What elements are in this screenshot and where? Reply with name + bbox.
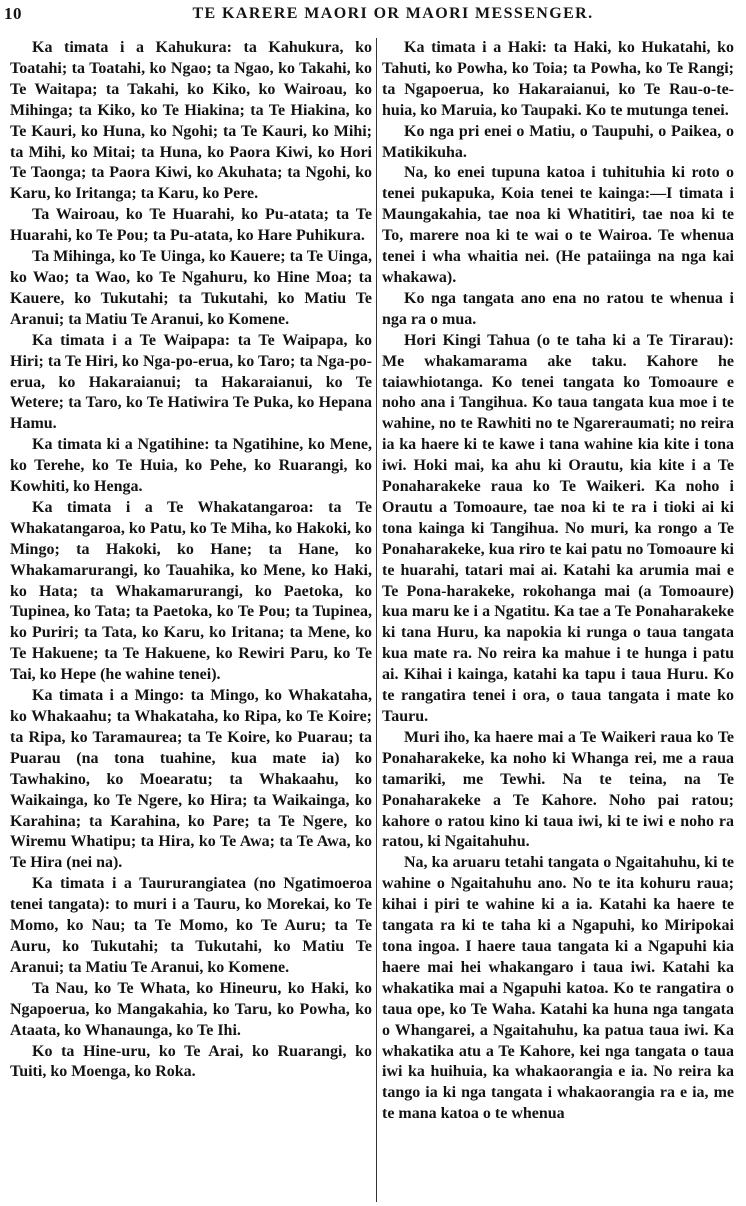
paragraph: Ta Nau, ko Te Whata, ko Hineuru, ko Haki, ko Ngapoerua, ko Mangakahia, ko Taru, ko Powha, ko Ataata, ko Whanaunga, ko Te Ihi.: [10, 979, 372, 1039]
paragraph: Ka timata i a Kahukura: ta Kahukura, ko Toatahi; ta Toatahi, ko Ngao; ta Ngao, ko Takahi, ko Te Waitapa; ta Takahi, ko Kiko, ko Wairoau, ko Mihinga; ta Kiko, ko Te Hiakina; ta Te Hiakina, ko Te Kauri, ko Huna, ko Ngohi; ta Te Kauri, ko Mihi; ta Mihi, ko Mitai; ta Huna, ko Paora Kiwi, ko Hori Te Taonga; ta Paora Kiwi, ko Akuhata; ta Ngohi, ko Karu, ko Iritanga; ta Karu, ko Pere.: [10, 39, 372, 203]
paragraph: Ko nga pri enei o Matiu, o Taupuhi, o Paikea, o Matikikuha.: [382, 122, 734, 161]
paragraph: Ka timata i a Taururangiatea (no Ngatimoeroa tenei tangata): to muri i a Tauru, ko Morekai, ko Te Momo, ko Nau; ta Te Momo, ko Te Auru; ta Te Auru, ko Tukutahi; ta Tukutahi, ko Matiu Te Aranui; ta Matiu Te Aranui, ko Komene.: [10, 875, 372, 976]
paragraph: Ka timata i a Te Waipapa: ta Te Waipapa, ko Hiri; ta Te Hiri, ko Nga-po-erua, ko Taro; ta Nga-po-erua, ko Hakaraianui; ta Hakaraianui, ko Te Wetere; ta Taro, ko Te Hatiwira Te Puka, ko Hepana Hamu.: [10, 331, 372, 433]
page-number: 10: [4, 4, 22, 23]
paragraph: Na, ko enei tupuna katoa i tuhituhia ki roto o tenei pukapuka, Koia tenei te kainga:—I timata i Maungakahia, tae noa ki Whatitiri, tae noa ki te To, marere noa ki te wai o te Wairoa. Te whenua tenei i wha whaitia nei. (He pataiinga na nga kai whakawa).: [382, 164, 734, 286]
paragraph: Ta Wairoau, ko Te Huarahi, ko Pu-atata; ta Te Huarahi, ko Te Pou; ta Pu-atata, ko Hare Puhikura.: [10, 206, 372, 245]
paragraph: Ka timata ki a Ngatihine: ta Ngatihine, ko Mene, ko Terehe, ko Te Huia, ko Pehe, ko Ruarangi, ko Kowhiti, ko Henga.: [10, 436, 372, 496]
paragraph: Hori Kingi Tahua (o te taha ki a Te Tirarau): Me whakamarama ake taku. Kahore he taiawhiotanga. Ko tenei tangata ko Tomoaure e noho ana i Tangihua. Ko taua tangata kua moe i te wahine, no te Rawhiti no te Ngareraumati; no reira ia ka haere ki te kawe i tana wahine kia kite i tona iwi. Hoki mai, ka ahu ki Orautu, kia kite i a Te Ponaharakeke raua ko Te Waikeri. Ka noho i Orautu a Tomoaure, tae noa ki te ra i tioki ai ki tona kainga ki Tangihua. No muri, ka rongo a Te Ponaharakeke, kua riro te kai patu no Tomoaure ki te huarahi, tatari mai ai. Katahi ka arumia mai e Te Pona-harakeke, rokohanga mai (a Tomoaure) kua maru ke i a Ngatitu. Ka tae a Te Ponaharakeke ki tana Huru, ka napokia ki runga o taua tangata kua mate ra. No reira ka mahue i te hunga i patu ai. Kihai i kainga, katahi ka tapu i taua Huru. Ko te rangatira tenei i ora, o taua tangata i mate ko Tauru.: [382, 331, 734, 725]
paragraph: Ka timata i a Mingo: ta Mingo, ko Whakataha, ko Whakaahu; ta Whakataha, ko Ripa, ko Te Koire; ta Ripa, ko Taramaurea; ta Te Koire, ko Puarau; ta Puarau (na tona tuahine, kua mate ia) ko Tawhakino, ko Moearatu; ta Whakaahu, ko Waikainga, ko Te Ngere, ko Hira; ta Waikainga, ko Karahina; ta Karahina, ko Pare; ta Te Ngere, ko Wiremu Whatipu; ta Hira, ko Te Awa; ta Te Awa, ko Te Hira (nei na).: [10, 687, 372, 872]
paragraph: Ko ta Hine-uru, ko Te Arai, ko Ruarangi, ko Tuiti, ko Moenga, ko Roka.: [10, 1042, 372, 1081]
paragraph: Ko nga tangata ano ena no ratou te whenua i nga ra o mua.: [382, 289, 734, 328]
paragraph: Muri iho, ka haere mai a Te Waikeri raua ko Te Ponaharakeke, ka noho ki Whanga rei, me a raua tamariki, me Tewhi. Na te teina, na Te Ponaharakeke a Te Kahore. Noho pai ratou; kahore o ratou kino ki taua iwi, ki te iwi e noho ra ratou, ki Ngaitahuhu.: [382, 728, 734, 851]
column-divider: [376, 38, 377, 1202]
paragraph: Ka timata i a Haki: ta Haki, ko Hukatahi, ko Tahuti, ko Powha, ko Toia; ta Powha, ko Te Rangi; ta Ngapoerua, ko Hakaraianui, ko Te Rau-o-te-huia, ko Maruia, ko Taupaki. Ko te mutunga tenei.: [382, 39, 734, 119]
paragraph: Ta Mihinga, ko Te Uinga, ko Kauere; ta Te Uinga, ko Wao; ta Wao, ko Te Ngahuru, ko Hine Moa; ta Kauere, ko Tukutahi; ta Tukutahi, ko Matiu Te Aranui; ta Matiu Te Aranui, ko Komene.: [10, 248, 372, 328]
paragraph: Na, ka aruaru tetahi tangata o Ngaitahuhu, ki te wahine o Ngaitahuhu ano. No te ita kohuru raua; kihai i piri te wahine ki a ia. Katahi ka haere te tangata ra ki te taha ki a Ngapuhi, ko Miripokai tona ingoa. I haere taua tangata ki a Ngapuhi kia haere mai hei whakangaro i taua iwi. Katahi ka whakatika mai a Ngapuhi katoa. Ko te rangatira o taua ope, ko Te Waha. Katahi ka huna nga tangata o Whangarei, a Ngaitahuhu, ka patua taua iwi. Ka whakatika atu a Te Kahore, kei nga tangata o taua iwi ka huihuia, ka whakaorangia e ia. No reira ka tango ia ki nga tangata i whakaorangia ra e ia, me te mana katoa o te whenua: [382, 854, 734, 1123]
paragraph: Ka timata i a Te Whakatangaroa: ta Te Whakatangaroa, ko Patu, ko Te Miha, ko Hakoki, ko Mingo; ta Hakoki, ko Hane; ta Hane, ko Whakamarurangi, ko Tauahika, ko Mene, ko Haki, ko Hata; ta Whakamarurangi, ko Paetoka, ko Tupinea, ko Tata; ta Paetoka, ko Te Pou; ta Tupinea, ko Puriri; ta Tata, ko Karu, ko Iritana; ta Mene, ko Te Hakuene; ta Te Hakuene, ko Rewiri Paru, ko Te Tai, ko Hepe (he wahine tenei).: [10, 498, 372, 684]
left-column: [10, 38, 372, 1202]
right-column: [382, 38, 734, 1202]
running-head-title: TE KARERE MAORI OR MAORI MESSENGER.: [192, 5, 594, 22]
